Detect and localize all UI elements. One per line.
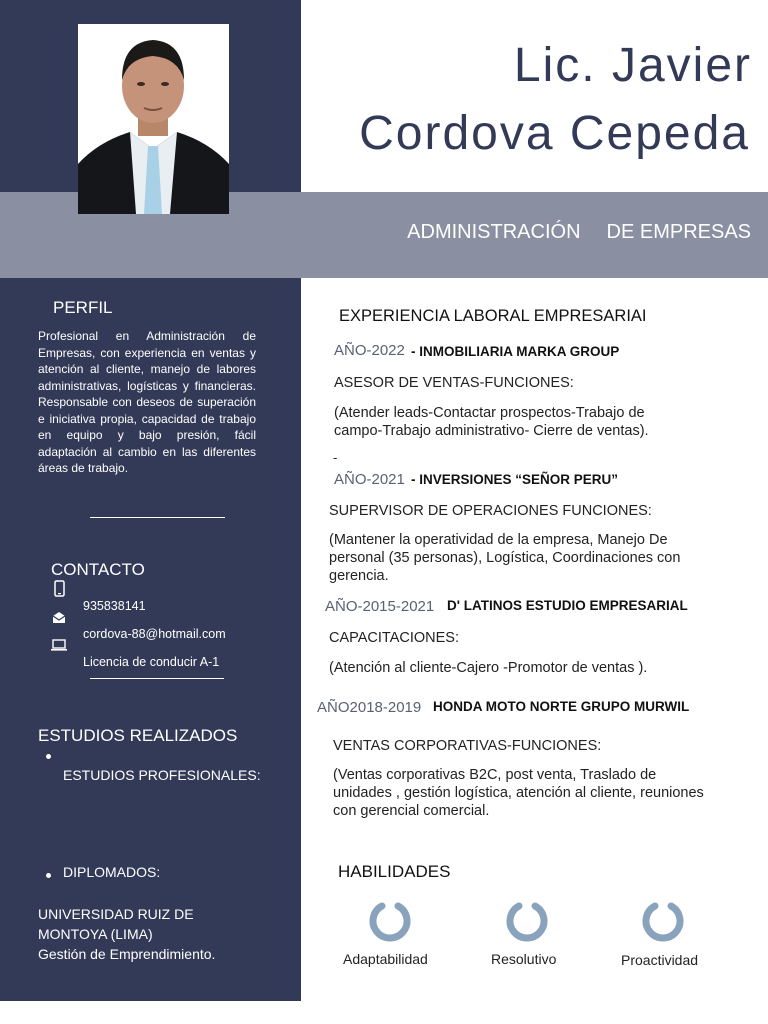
contact-license: Licencia de conducir A-1 (83, 655, 220, 669)
laptop-icon (50, 636, 68, 654)
university-line-1: UNIVERSIDAD RUIZ DE (38, 906, 194, 922)
university-line-3: Gestión de Emprendimiento. (38, 946, 216, 962)
skill-label: Adaptabilidad (343, 951, 428, 967)
job-role: CAPACITACIONES: (329, 630, 459, 646)
studies-heading: ESTUDIOS REALIZADOS (38, 726, 238, 745)
perfil-heading: PERFIL (53, 298, 113, 317)
perfil-text: Profesional en Administración de Empresas, con experiencia en ventas y atención al cliente, manejo de labores administrativas, logísticas y financieras. Responsable con deseos de superación e iniciativa propia, capacidad de trabajo en equipo y bajo presión, fácil adaptación al cambio en las diferentes áreas de trabajo. (38, 329, 256, 475)
sidebar-divider (90, 517, 225, 518)
bullet-icon (46, 754, 51, 759)
job-company: D' LATINOS ESTUDIO EMPRESARIAL (447, 598, 688, 613)
university-info (38, 904, 268, 964)
skill-ring-icon (641, 900, 685, 944)
job-separator: - (333, 450, 338, 465)
job-description: (Mantener la operatividad de la empresa, Manejo De personal (35 personas), Logística, Coordinaciones con gerencia. (329, 532, 681, 584)
job-role: ASESOR DE VENTAS-FUNCIONES: (334, 375, 574, 391)
contact-heading: CONTACTO (51, 560, 145, 579)
profession-part-1: ADMINISTRACIÓN (407, 221, 581, 243)
phone-icon (50, 580, 68, 598)
job-role: SUPERVISOR DE OPERACIONES FUNCIONES: (329, 503, 652, 519)
bullet-icon (46, 873, 51, 878)
job-company: - INVERSIONES “SEÑOR PERU” (411, 472, 619, 487)
university-line-2: MONTOYA (LIMA) (38, 926, 153, 942)
contact-divider (90, 678, 224, 679)
job-year: AÑO2018-2019 (317, 699, 422, 716)
skills-heading: HABILIDADES (338, 862, 451, 881)
skill-ring-icon (368, 900, 412, 944)
diplomas-label: DIPLOMADOS: (63, 864, 161, 880)
job-role: VENTAS CORPORATIVAS-FUNCIONES: (333, 738, 602, 754)
experience-heading: EXPERIENCIA LABORAL EMPRESARIAI (339, 307, 647, 325)
job-description: (Atender leads-Contactar prospectos-Trabajo de campo-Trabajo administrativo- Cierre de ventas). (334, 405, 649, 439)
skill-label: Resolutivo (491, 951, 557, 967)
job-year: AÑO-2015-2021 (325, 598, 435, 615)
skill-label: Proactividad (621, 952, 699, 968)
job-year: AÑO-2021 (334, 471, 405, 488)
mail-icon (50, 608, 68, 626)
job-description: (Atención al cliente-Cajero -Promotor de ventas ). (329, 660, 648, 676)
name-last-line: Cordova Cepeda (359, 107, 750, 160)
name-first-line: Lic. Javier (513, 39, 752, 92)
professional-studies-label: ESTUDIOS PROFESIONALES: (63, 767, 261, 783)
job-company: HONDA MOTO NORTE GRUPO MURWIL (433, 699, 690, 714)
job-description: (Ventas corporativas B2C, post venta, Traslado de unidades , gestión logística, atención al cliente, reuniones con gerencial comercial. (333, 767, 704, 819)
skill-ring-icon (505, 900, 549, 944)
profession-title (407, 221, 751, 244)
job-year: AÑO-2022 (334, 342, 405, 359)
profile-photo (78, 24, 229, 214)
contact-email[interactable]: cordova-88@hotmail.com (83, 627, 226, 641)
profession-part-2: DE EMPRESAS (606, 221, 751, 243)
contact-phone: 935838141 (83, 599, 146, 613)
job-company: - INMOBILIARIA MARKA GROUP (411, 344, 620, 359)
